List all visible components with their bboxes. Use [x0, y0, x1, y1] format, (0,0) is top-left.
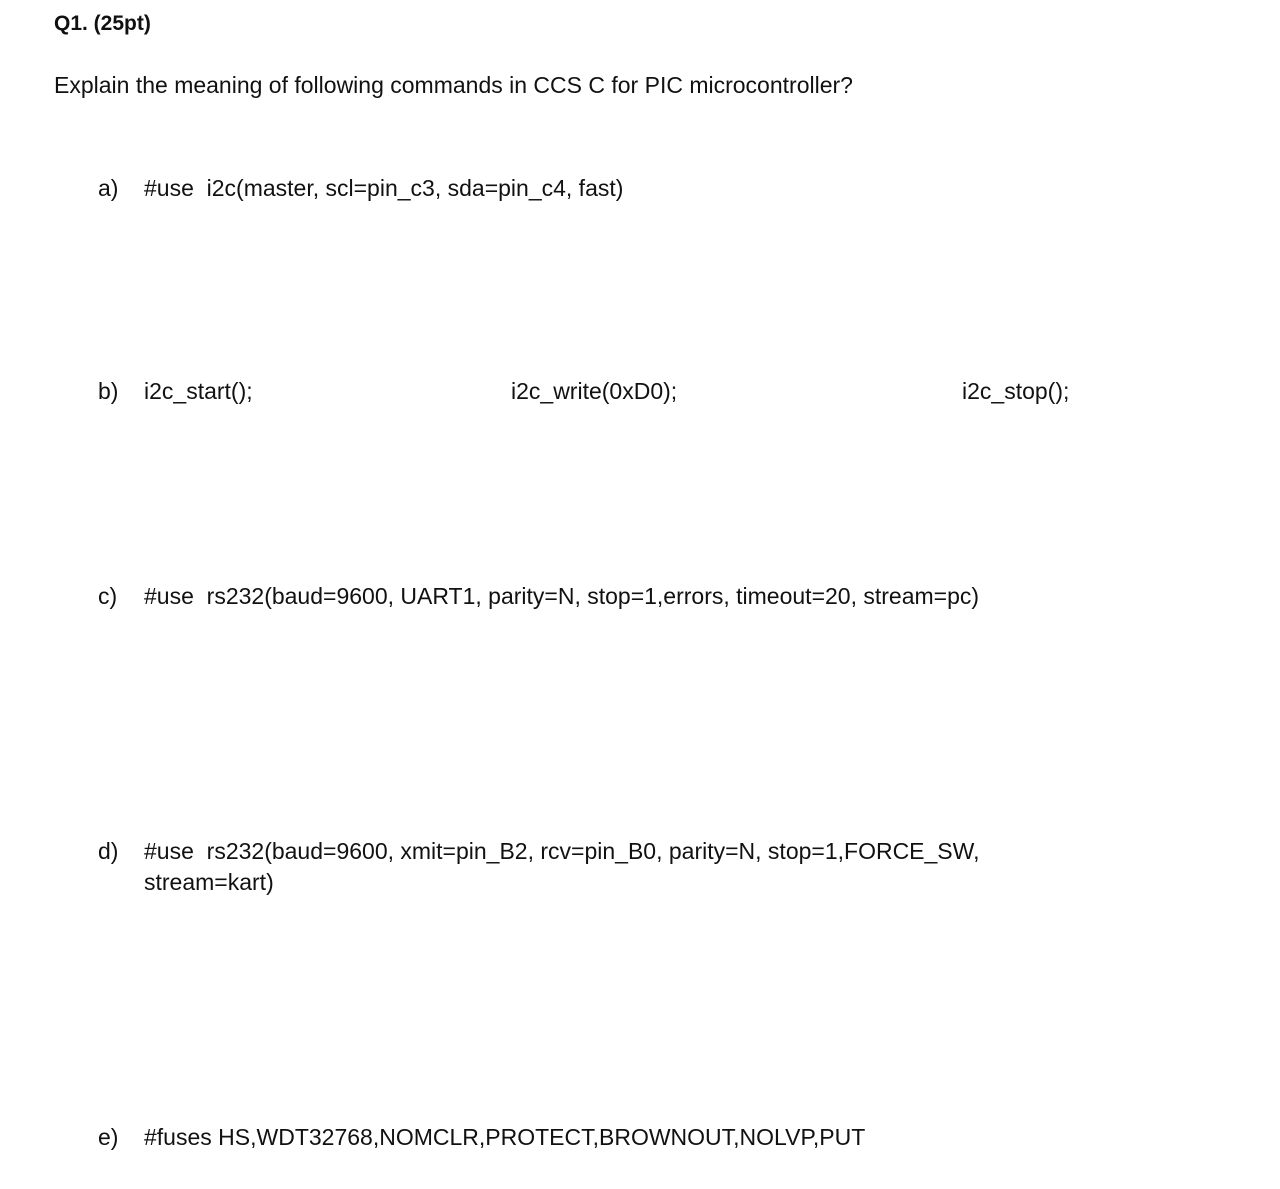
item-c-command: #use rs232(baud=9600, UART1, parity=N, stop=1,errors, timeout=20, stream=pc) — [144, 583, 980, 609]
item-b-command-write: i2c_write(0xD0); — [511, 378, 678, 404]
item-d-command: #use rs232(baud=9600, xmit=pin_B2, rcv=pin_B0, parity=N, stop=1,FORCE_SW, — [144, 838, 980, 864]
item-b-command-start: i2c_start(); — [144, 378, 253, 404]
item-e-command: #fuses HS,WDT32768,NOMCLR,PROTECT,BROWNOUT,NOLVP,PUT — [144, 1124, 866, 1150]
question-prompt: Explain the meaning of following commands in CCS C for PIC microcontroller? — [54, 72, 853, 98]
item-d-command-continued: stream=kart) — [144, 869, 274, 895]
item-b-command-stop: i2c_stop(); — [962, 378, 1070, 404]
item-d-label: d) — [98, 838, 119, 864]
question-title: Q1. (25pt) — [54, 12, 151, 35]
item-a-command: #use i2c(master, scl=pin_c3, sda=pin_c4, fast) — [144, 175, 624, 201]
item-a-label: a) — [98, 175, 119, 201]
item-e-label: e) — [98, 1124, 119, 1150]
item-c-label: c) — [98, 583, 118, 609]
item-b-label: b) — [98, 378, 119, 404]
